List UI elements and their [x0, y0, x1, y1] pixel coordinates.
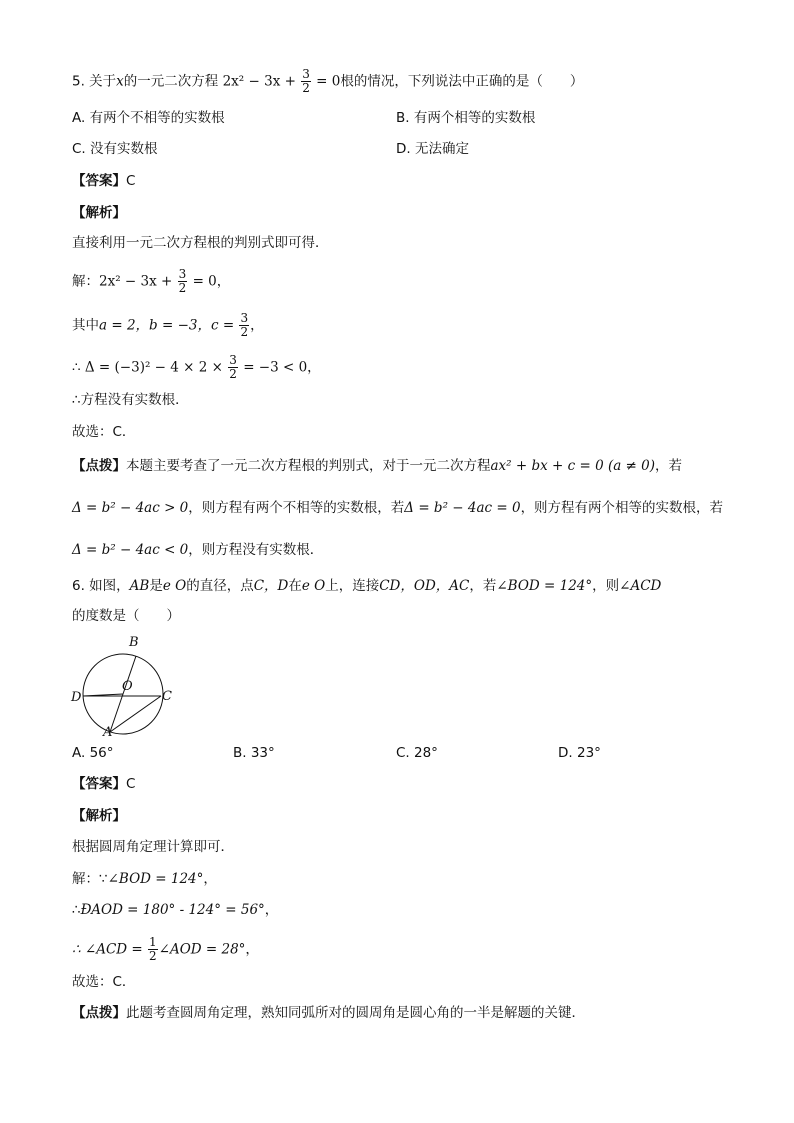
q6-analysis-intro: 根据圆周角定理计算即可．: [72, 839, 234, 855]
q6-stem-1i: 上，连接: [325, 578, 380, 594]
q6-stem-line-2: 的度数是（ ）: [72, 608, 180, 624]
q5-tip-3a: Δ = b² − 4ac < 0: [72, 542, 189, 558]
q5-frac-den: 2: [302, 81, 310, 95]
q6-sol-1a: 解：∵: [72, 871, 108, 887]
q6-stem-1d: e O: [162, 578, 187, 594]
q5-delta-frac-den: 2: [229, 367, 237, 381]
q6-stem-1a: 6. 如图，: [72, 578, 130, 594]
q5-answer-value: C: [126, 173, 136, 189]
q6-sol-2b: ÐAOD = 180° - 124° = 56°: [80, 902, 265, 918]
q6-tip: [72, 1003, 585, 1023]
q6-tip-text: 此题考查圆周角定理，熟知同弧所对的圆周角是圆心角的一半是解题的关键．: [126, 1005, 585, 1021]
q6-solution-1: [72, 869, 217, 889]
q5-discriminant: [72, 354, 321, 381]
q6-sol-3c: ，: [245, 941, 259, 958]
q6-solution-2: [72, 900, 278, 920]
q5-eq-right: = 0: [316, 73, 341, 90]
q6-circle-figure: [66, 630, 186, 740]
label-a: A: [103, 725, 113, 740]
q5-tip-2c: Δ = b² − 4ac = 0: [404, 500, 521, 516]
q6-stem-1f: C，D: [253, 578, 289, 594]
q5-stem-a: 5. 关于: [72, 73, 117, 90]
q5-tip-1c: ，若: [655, 458, 683, 474]
q6-sol-1c: ，: [203, 871, 217, 887]
q6-option-b: B. 33°: [233, 745, 275, 761]
q5-solution-eq: [72, 268, 230, 295]
q5-tip-2d: ，则方程有两个相等的实数根，若: [520, 500, 724, 516]
q6-sol-frac-num: 1: [149, 935, 157, 949]
q5-coef-prefix: 其中: [72, 317, 99, 334]
q5-stem-c: 根的情况，下列说法中正确的是（ ）: [340, 73, 584, 90]
q5-tip-line-1: [72, 456, 682, 476]
q5-tip-1a: 本题主要考查了一元二次方程根的判别式，对于一元二次方程: [126, 458, 491, 474]
q6-sol-3b: ∠AOD = 28°: [158, 941, 246, 958]
q6-stem-1n: ∠ACD: [619, 578, 662, 594]
q5-eq-left: 2x² − 3x +: [222, 73, 296, 90]
q5-sol-frac-den: 2: [178, 281, 187, 295]
q6-analysis-label: 【解析】: [72, 808, 126, 824]
q5-option-b: B. 有两个相等的实数根: [396, 110, 536, 126]
q5-frac-num: 3: [302, 67, 310, 81]
segment-ac: [110, 696, 161, 732]
q6-stem-1k: ，若: [469, 578, 497, 594]
q6-stem-1l: ∠BOD = 124°: [496, 578, 593, 594]
q5-option-a: A. 有两个不相等的实数根: [72, 110, 225, 126]
q5-answer-label: 【答案】: [72, 173, 126, 189]
q5-analysis-label: 【解析】: [72, 205, 126, 221]
q5-tip-2a: Δ = b² − 4ac > 0: [72, 500, 189, 516]
q6-stem-1b: AB: [129, 578, 150, 594]
q5-coef-ab: a = 2，b = −3，c =: [99, 317, 235, 334]
q6-sol-1b: ∠BOD = 124°: [107, 871, 204, 887]
label-d: D: [71, 690, 82, 705]
q6-stem-1e: 的直径，点: [186, 578, 254, 594]
q5-coefficients: [72, 312, 264, 339]
q5-tip-label: 【点拨】: [72, 458, 126, 474]
q5-analysis-intro: 直接利用一元二次方程根的判别式即可得．: [72, 235, 329, 251]
q5-stem-var: x: [116, 73, 124, 90]
q5-coef-fraction: [239, 312, 249, 339]
q6-sol-2a: ∴: [72, 902, 81, 918]
q6-sol-3a: ∴ ∠ACD =: [72, 941, 143, 958]
q5-choose: 故选：C．: [72, 424, 136, 440]
q5-answer: [72, 171, 135, 191]
q5-conclusion: ∴方程没有实数根．: [72, 392, 189, 408]
q5-sol-prefix: 解：: [72, 273, 99, 290]
q5-sol-fraction: [178, 268, 188, 295]
q5-stem-b: 的一元二次方程: [123, 73, 219, 90]
q6-stem-1g: 在: [288, 578, 302, 594]
q6-answer-label: 【答案】: [72, 776, 126, 792]
q5-sol-eq: 2x² − 3x +: [99, 273, 173, 290]
label-b: B: [129, 635, 139, 650]
q6-tip-label: 【点拨】: [72, 1005, 126, 1021]
q5-delta-frac-num: 3: [229, 353, 237, 367]
q5-delta-b: = −3 < 0，: [243, 359, 321, 376]
q5-option-c: C. 没有实数根: [72, 141, 158, 157]
label-c: C: [162, 689, 172, 704]
q5-fraction: [301, 68, 311, 95]
q6-solution-3: [72, 936, 259, 963]
q6-option-a: A. 56°: [72, 745, 114, 761]
q5-sol-eq-end: = 0，: [192, 273, 231, 290]
q5-coef-end: ，: [250, 317, 264, 334]
q6-option-d: D. 23°: [558, 745, 601, 761]
q6-stem-line-1: [72, 576, 661, 596]
q5-tip-1b: ax² + bx + c = 0 (a ≠ 0): [490, 458, 656, 474]
q6-sol-frac-den: 2: [149, 949, 157, 963]
q5-sol-frac-num: 3: [178, 267, 187, 281]
q6-answer-value: C: [126, 776, 136, 792]
q6-stem-1h: e O: [301, 578, 326, 594]
q5-delta-a: ∴ Δ = (−3)² − 4 × 2 ×: [72, 359, 223, 376]
q5-coef-frac-num: 3: [240, 311, 249, 325]
q6-stem-1j: CD，OD，AC: [379, 578, 470, 594]
q5-tip-line-2: [72, 498, 723, 518]
q6-choose: 故选：C．: [72, 974, 136, 990]
q5-tip-line-3: [72, 540, 323, 560]
q5-coef-frac-den: 2: [240, 325, 249, 339]
q5-tip-3b: ，则方程没有实数根．: [188, 542, 324, 558]
q6-sol-2c: ，: [264, 902, 279, 918]
q6-stem-1m: ，则: [592, 578, 620, 594]
q5-tip-2b: ，则方程有两个不相等的实数根，若: [188, 500, 405, 516]
q5-stem: [72, 68, 583, 95]
q6-sol-fraction: [148, 936, 158, 963]
q6-answer: [72, 774, 135, 794]
q6-stem-1c: 是: [149, 578, 163, 594]
label-o: O: [122, 679, 133, 694]
q5-option-d: D. 无法确定: [396, 141, 469, 157]
q5-delta-fraction: [228, 354, 238, 381]
q6-option-c: C. 28°: [396, 745, 438, 761]
